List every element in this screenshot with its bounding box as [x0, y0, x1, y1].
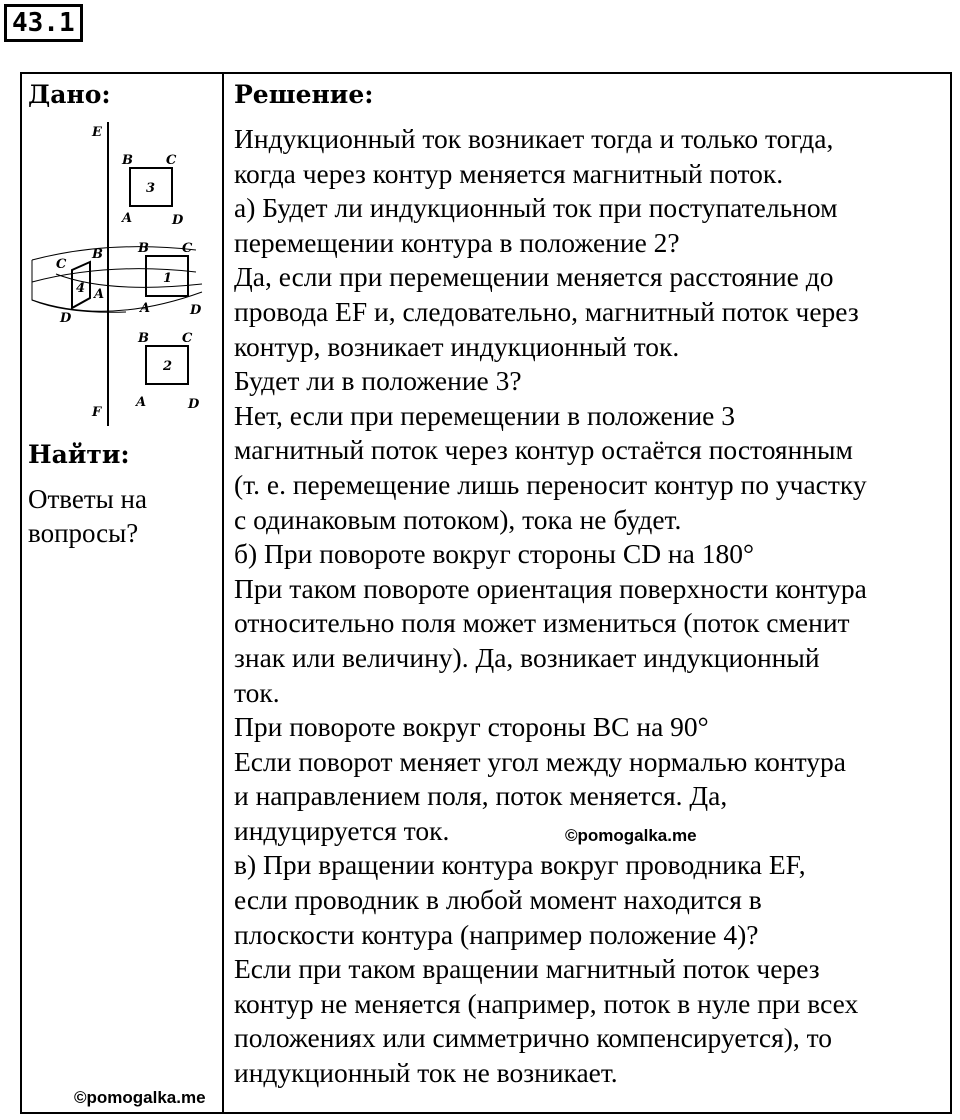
label-f: F	[92, 405, 102, 420]
sq3-num: 3	[146, 181, 156, 196]
solution-line: ток.	[234, 676, 280, 708]
solution-line: Нет, если при перемещении в положение 3	[234, 399, 735, 431]
solution-line: и направлением поля, поток меняется. Да,	[234, 780, 728, 812]
solution-line: контур, возникает индукционный ток.	[234, 330, 680, 362]
solution-table	[20, 72, 952, 1114]
sq3-b: B	[122, 153, 133, 168]
sq1-a: A	[140, 301, 151, 316]
solution-line: относительно поля может измениться (поток сменит	[234, 607, 850, 639]
solution-line: Да, если при перемещении меняется расстояние до	[234, 261, 834, 293]
solution-line: плоскости контура (например положение 4)?	[234, 918, 759, 950]
solution-text	[234, 122, 946, 1091]
solution-line: когда через контур меняется магнитный поток.	[234, 157, 784, 189]
given-heading: Дано:	[28, 80, 111, 109]
sq3-a: A	[122, 211, 133, 226]
solution-line: контур не меняется (например, поток в нуле при всех	[234, 987, 859, 1019]
find-heading: Найти:	[28, 440, 130, 469]
sq1-b: B	[138, 241, 149, 256]
sq4-a: A	[94, 287, 105, 302]
sq2-d: D	[188, 397, 200, 412]
sq1-num: 1	[163, 271, 173, 286]
solution-line: а) Будет ли индукционный ток при поступательном	[234, 192, 838, 224]
conductor-loops-figure	[26, 114, 218, 434]
sq4-num: 4	[76, 281, 86, 296]
sq1-c: C	[182, 241, 193, 256]
solution-line: Индукционный ток возникает тогда и только тогда,	[234, 123, 834, 154]
solution-column	[224, 74, 950, 1112]
sq4-c: C	[56, 257, 67, 272]
solution-line: перемещении контура в положение 2?	[234, 226, 680, 258]
solution-line: с одинаковым потоком), тока не будет.	[234, 503, 682, 535]
solution-line: индукционный ток не возникает.	[234, 1057, 618, 1089]
watermark: ©pomogalka.me	[74, 1088, 206, 1107]
solution-line: знак или величину). Да, возникает индукционный	[234, 641, 820, 673]
solution-line: Будет ли в положение 3?	[234, 365, 522, 397]
solution-line: в) При вращении контура вокруг проводника EF,	[234, 849, 806, 881]
sq1-d: D	[190, 303, 202, 318]
sq2-c: C	[182, 331, 193, 346]
watermark: ©pomogalka.me	[565, 826, 697, 845]
solution-line: Если поворот меняет угол между нормалью контура	[234, 745, 846, 777]
solution-line: если проводник в любой момент находится в	[234, 884, 762, 916]
solution-heading: Решение:	[234, 80, 374, 109]
solution-line: провода EF и, следовательно, магнитный поток через	[234, 295, 859, 327]
sq2-a: A	[136, 395, 147, 410]
sq3-d: D	[172, 213, 184, 228]
sq2-num: 2	[163, 359, 173, 374]
sq4-b: B	[92, 247, 103, 262]
sq4-d: D	[60, 311, 72, 326]
sq2-b: B	[138, 331, 149, 346]
solution-line: б) При повороте вокруг стороны CD на 180°	[234, 538, 754, 570]
given-column	[22, 74, 222, 1112]
problem-number: 43.1	[4, 4, 83, 42]
solution-line: индуцируется ток.	[234, 814, 450, 846]
solution-line: Если при таком вращении магнитный поток через	[234, 953, 820, 985]
solution-line: При повороте вокруг стороны BC на 90°	[234, 711, 709, 743]
label-e: E	[92, 125, 102, 140]
find-text: Ответы на вопросы?	[28, 484, 147, 548]
solution-line: положениях или симметрично компенсируется), то	[234, 1022, 833, 1054]
solution-line: (т. е. перемещение лишь переносит контур по участку	[234, 468, 867, 500]
solution-line: магнитный поток через контур остаётся постоянным	[234, 434, 853, 466]
sq3-c: C	[166, 153, 177, 168]
solution-line: При таком повороте ориентация поверхности контура	[234, 572, 867, 604]
